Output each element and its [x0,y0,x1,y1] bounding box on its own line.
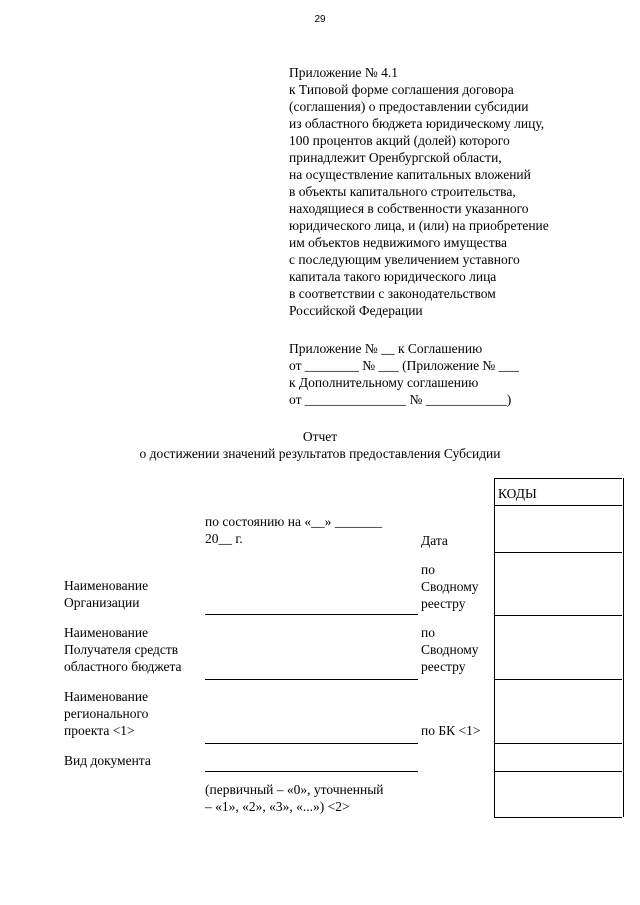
project-code-label: по БК <1> [421,723,481,738]
appendix-line: в объекты капитального строительства, [289,184,516,199]
doc-type-code-cell-2 [494,771,622,772]
recipient-code-cell [494,615,622,616]
recipient-code-label-3: реестру [421,659,466,674]
appendix-line: Приложение № 4.1 [289,65,398,80]
codes-column [494,478,624,817]
as-of-date-line2: 20__ г. [205,531,243,546]
appendix-line: из областного бюджета юридическому лицу, [289,116,545,131]
date-code-cell [494,505,622,506]
appendix-line: им объектов недвижимого имущества [289,235,507,250]
appendix-line: с последующим увеличением уставного [289,252,520,267]
codes-bottom-border [494,817,622,818]
appendix-line: Российской Федерации [289,303,423,318]
appendix-line: к Типовой форме соглашения договора [289,82,514,97]
agreement-line: от ________ № ___ (Приложение № ___ [289,358,519,373]
org-code-label-3: реестру [421,596,466,611]
doc-type-label: Вид документа [64,753,151,768]
org-code-label: по [421,562,435,577]
as-of-date-line1: по состоянию на «__» _______ [205,514,382,529]
appendix-line: капитала такого юридического лица [289,269,497,284]
report-title: Отчет [302,429,338,444]
project-name-line[interactable] [205,743,418,744]
agreement-reference [289,340,634,408]
project-label-2: регионального [64,706,149,721]
recipient-label: Наименование [64,625,149,640]
org-label-2: Организации [64,595,140,610]
appendix-line: юридического лица, и (или) на приобретение [289,218,549,233]
appendix-header [289,64,634,319]
appendix-line: 100 процентов акций (долей) которого [289,133,510,148]
agreement-line: от _______________ № ____________) [289,392,512,407]
recipient-label-3: областного бюджета [64,659,182,674]
doc-type-hint-2: – «1», «2», «3», «...») <2> [205,799,350,814]
appendix-line: принадлежит Оренбургской области, [289,150,502,165]
date-label: Дата [421,533,448,548]
project-code-cell [494,679,622,680]
project-label: Наименование [64,689,149,704]
agreement-line: Приложение № __ к Соглашению [289,341,483,356]
appendix-line: (соглашения) о предоставлении субсидии [289,99,529,114]
recipient-code-label-2: Сводному [421,642,479,657]
appendix-line: в соответствии с законодательством [289,286,496,301]
appendix-line: находящиеся в собственности указанного [289,201,529,216]
org-label: Наименование [64,578,149,593]
codes-top-border [494,478,622,479]
doc-type-line[interactable] [205,771,418,772]
recipient-name-line[interactable] [205,679,418,680]
doc-type-code-cell [494,743,622,744]
org-code-label-2: Сводному [421,579,479,594]
report-subtitle: о достижении значений результатов предоставления Субсидии [139,446,501,461]
doc-type-hint: (первичный – «0», уточненный [205,782,384,797]
appendix-line: на осуществление капитальных вложений [289,167,531,182]
org-code-cell [494,552,622,553]
codes-header: КОДЫ [498,486,537,501]
page-number: 29 [314,14,326,25]
org-name-line[interactable] [205,614,418,615]
recipient-code-label: по [421,625,435,640]
project-label-3: проекта <1> [64,723,135,738]
recipient-label-2: Получателя средств [64,642,179,657]
agreement-line: к Дополнительному соглашению [289,375,479,390]
